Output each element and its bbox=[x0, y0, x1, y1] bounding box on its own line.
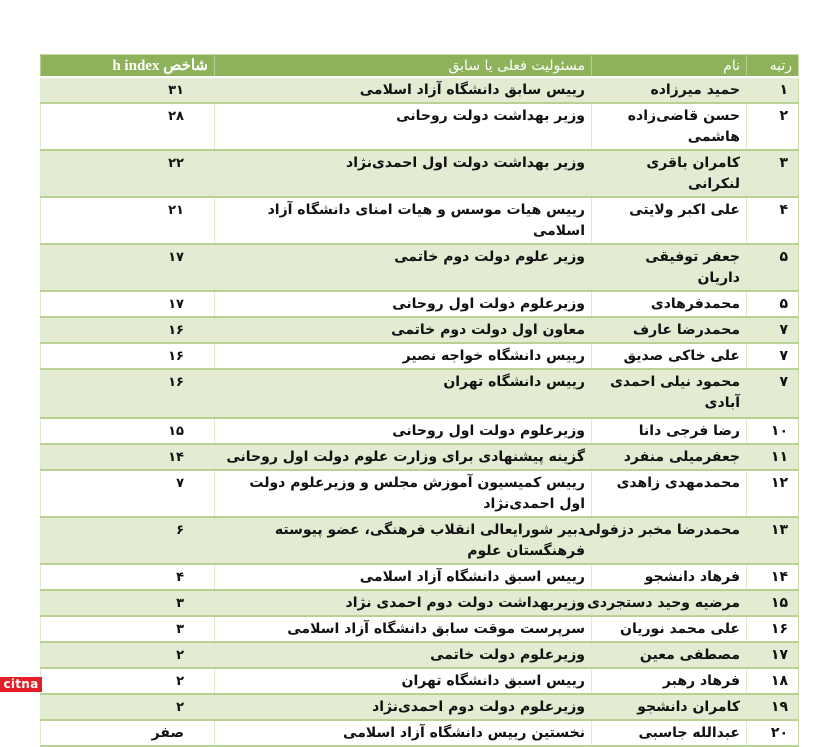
cell-rank: ۵ bbox=[747, 291, 799, 317]
cell-h-index: ۱۶ bbox=[41, 369, 215, 418]
cell-responsibility: رییس اسبق دانشگاه آزاد اسلامی bbox=[215, 564, 592, 590]
cell-rank: ۱۳ bbox=[747, 517, 799, 564]
cell-name: محمدفرهادی bbox=[592, 291, 747, 317]
table-row bbox=[41, 418, 799, 444]
table-row bbox=[41, 616, 799, 642]
cell-rank: ۱۲ bbox=[747, 470, 799, 517]
cell-rank: ۷ bbox=[747, 369, 799, 418]
cell-name: محمود نیلی احمدی آبادی bbox=[592, 369, 747, 418]
cell-rank: ۱۵ bbox=[747, 590, 799, 616]
table-row bbox=[41, 720, 799, 746]
cell-rank: ۱۸ bbox=[747, 668, 799, 694]
header-h-index: شاخص h index bbox=[41, 55, 215, 78]
cell-h-index: ۲ bbox=[41, 668, 215, 694]
table-row bbox=[41, 244, 799, 291]
cell-rank: ۲۰ bbox=[747, 720, 799, 746]
table-row bbox=[41, 444, 799, 470]
table-row bbox=[41, 103, 799, 150]
cell-h-index: ۱۶ bbox=[41, 317, 215, 343]
cell-rank: ۲ bbox=[747, 103, 799, 150]
header-responsibility: مسئولیت فعلی یا سابق bbox=[215, 55, 592, 78]
cell-responsibility: رییس اسبق دانشگاه تهران bbox=[215, 668, 592, 694]
cell-h-index: ۶ bbox=[41, 517, 215, 564]
cell-responsibility: وزیر علوم دولت دوم خاتمی bbox=[215, 244, 592, 291]
table-row bbox=[41, 470, 799, 517]
cell-h-index: ۱۶ bbox=[41, 343, 215, 369]
cell-name: محمدرضا مخبر دزفولی bbox=[592, 517, 747, 564]
cell-name: علی محمد نوریان bbox=[592, 616, 747, 642]
cell-rank: ۴ bbox=[747, 197, 799, 244]
cell-responsibility: وزیر بهداشت دولت اول احمدی‌نژاد bbox=[215, 150, 592, 197]
cell-name: رضا فرجی دانا bbox=[592, 418, 747, 444]
cell-responsibility: دبیر شورایعالی انقلاب فرهنگی، عضو پیوسته فرهنگستان علوم bbox=[215, 517, 592, 564]
cell-responsibility: رییس کمیسیون آموزش مجلس و وزیرعلوم دولت اول احمدی‌نژاد bbox=[215, 470, 592, 517]
table-row bbox=[41, 77, 799, 103]
cell-rank: ۱۱ bbox=[747, 444, 799, 470]
cell-rank: ۱۷ bbox=[747, 642, 799, 668]
table-row bbox=[41, 590, 799, 616]
cell-rank: ۱۰ bbox=[747, 418, 799, 444]
cell-rank: ۷ bbox=[747, 343, 799, 369]
cell-rank: ۱ bbox=[747, 77, 799, 103]
header-rank: رتبه bbox=[747, 55, 799, 78]
cell-name: عبدالله جاسبی bbox=[592, 720, 747, 746]
cell-name: علی اکبر ولایتی bbox=[592, 197, 747, 244]
cell-responsibility: وزیر بهداشت دولت روحانی bbox=[215, 103, 592, 150]
table-header-row bbox=[41, 55, 799, 78]
cell-h-index: ۲۱ bbox=[41, 197, 215, 244]
table-row bbox=[41, 642, 799, 668]
table-row bbox=[41, 668, 799, 694]
cell-name: مصطفی معین bbox=[592, 642, 747, 668]
cell-rank: ۱۶ bbox=[747, 616, 799, 642]
table-row bbox=[41, 150, 799, 197]
cell-name: حمید میرزاده bbox=[592, 77, 747, 103]
table-row bbox=[41, 343, 799, 369]
ranking-table-container bbox=[40, 54, 798, 747]
cell-name: محمدرضا عارف bbox=[592, 317, 747, 343]
cell-name: جعفر توفیقی داریان bbox=[592, 244, 747, 291]
table-row bbox=[41, 564, 799, 590]
cell-responsibility: معاون اول دولت دوم خاتمی bbox=[215, 317, 592, 343]
table-row bbox=[41, 694, 799, 720]
cell-responsibility: وزیرعلوم دولت خاتمی bbox=[215, 642, 592, 668]
cell-rank: ۱۴ bbox=[747, 564, 799, 590]
cell-responsibility: رییس دانشگاه خواجه نصیر bbox=[215, 343, 592, 369]
header-name: نام bbox=[592, 55, 747, 78]
cell-h-index: ۳ bbox=[41, 616, 215, 642]
citna-logo: citna bbox=[0, 677, 42, 692]
cell-h-index: ۲ bbox=[41, 642, 215, 668]
cell-h-index: ۴ bbox=[41, 564, 215, 590]
cell-name: جعفرمیلی منفرد bbox=[592, 444, 747, 470]
cell-h-index: ۳۱ bbox=[41, 77, 215, 103]
cell-name: محمدمهدی زاهدی bbox=[592, 470, 747, 517]
cell-h-index: ۱۴ bbox=[41, 444, 215, 470]
cell-h-index: ۱۷ bbox=[41, 291, 215, 317]
cell-responsibility: رییس سابق دانشگاه آزاد اسلامی bbox=[215, 77, 592, 103]
cell-name: کامران دانشجو bbox=[592, 694, 747, 720]
cell-h-index: ۷ bbox=[41, 470, 215, 517]
table-row bbox=[41, 197, 799, 244]
cell-responsibility: رییس دانشگاه تهران bbox=[215, 369, 592, 418]
cell-rank: ۵ bbox=[747, 244, 799, 291]
cell-responsibility: نخستین رییس دانشگاه آزاد اسلامی bbox=[215, 720, 592, 746]
cell-responsibility: وزیربهداشت دولت دوم احمدی نژاد bbox=[215, 590, 592, 616]
cell-name: کامران باقری لنکرانی bbox=[592, 150, 747, 197]
table-row bbox=[41, 291, 799, 317]
cell-rank: ۱۹ bbox=[747, 694, 799, 720]
cell-responsibility: رییس هیات موسس و هیات امنای دانشگاه آزاد اسلامی bbox=[215, 197, 592, 244]
cell-name: حسن قاضی‌زاده هاشمی bbox=[592, 103, 747, 150]
cell-h-index: ۳ bbox=[41, 590, 215, 616]
table-row bbox=[41, 317, 799, 343]
cell-h-index: ۱۷ bbox=[41, 244, 215, 291]
cell-responsibility: وزیرعلوم دولت اول روحانی bbox=[215, 291, 592, 317]
cell-responsibility: سرپرست موقت سابق دانشگاه آزاد اسلامی bbox=[215, 616, 592, 642]
cell-name: علی خاکی صدیق bbox=[592, 343, 747, 369]
cell-responsibility: گزینه پیشنهادی برای وزارت علوم دولت اول روحانی bbox=[215, 444, 592, 470]
cell-name: مرضیه وحید دستجردی bbox=[592, 590, 747, 616]
cell-responsibility: وزیرعلوم دولت اول روحانی bbox=[215, 418, 592, 444]
cell-h-index: ۱۵ bbox=[41, 418, 215, 444]
table-row bbox=[41, 369, 799, 418]
cell-h-index: صفر bbox=[41, 720, 215, 746]
cell-rank: ۳ bbox=[747, 150, 799, 197]
cell-h-index: ۲۲ bbox=[41, 150, 215, 197]
cell-h-index: ۲ bbox=[41, 694, 215, 720]
cell-rank: ۷ bbox=[747, 317, 799, 343]
table-row bbox=[41, 517, 799, 564]
cell-h-index: ۲۸ bbox=[41, 103, 215, 150]
cell-name: فرهاد رهبر bbox=[592, 668, 747, 694]
cell-name: فرهاد دانشجو bbox=[592, 564, 747, 590]
cell-responsibility: وزیرعلوم دولت دوم احمدی‌نژاد bbox=[215, 694, 592, 720]
h-index-ranking-table bbox=[40, 54, 799, 747]
